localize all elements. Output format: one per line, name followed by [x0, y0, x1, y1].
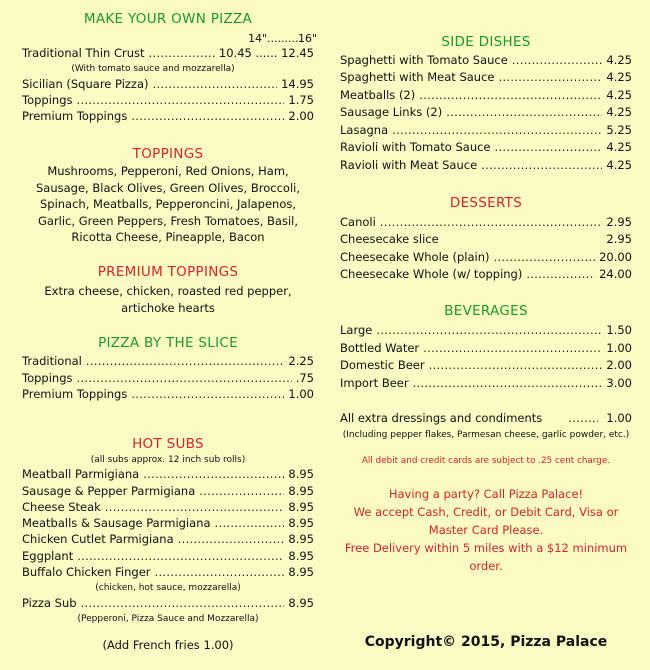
pizza-size-header [22, 32, 318, 46]
item-price: 1.50 [606, 323, 632, 337]
item-price: 8.95 [288, 516, 314, 530]
item-price: 24.00 [599, 267, 632, 281]
thin-crust-note: (With tomato sauce and mozzarella) [71, 64, 235, 74]
party-line: Having a party? Call Pizza Palace! [388, 487, 584, 501]
leader-dots [494, 250, 596, 264]
item-name: Pizza Sub [22, 596, 77, 610]
item-name: Premium Toppings [22, 109, 128, 123]
item-name: Import Beer [340, 376, 409, 390]
item-name: Ravioli with Meat Sauce [340, 158, 478, 172]
party-info [330, 485, 642, 575]
menu-item [22, 109, 314, 126]
item-name: Lasagna [340, 123, 389, 137]
party-line: We accept Cash, Credit, or Debit Card, Visa or [353, 505, 619, 519]
leader-dots [419, 88, 602, 102]
item-price: 14.95 [281, 77, 314, 91]
premium-line: Extra cheese, chicken, roasted red pepper, [44, 284, 292, 298]
item-price: 20.00 [599, 250, 632, 264]
item-price: 2.00 [288, 109, 314, 123]
copyright-notice: Copyright© 2015, Pizza Palace [364, 634, 608, 650]
item-name: All extra dressings and condiments [340, 411, 543, 425]
item-name: Cheese Steak [22, 500, 101, 514]
leader-dots [131, 109, 284, 123]
item-price: 1.75 [288, 93, 314, 107]
item-price: .75 [295, 371, 314, 385]
beverages-heading: BEVERAGES [444, 303, 528, 319]
menu-item [22, 93, 314, 110]
leader-dots [568, 411, 598, 425]
leader-dots [81, 596, 285, 610]
side-dishes-heading: SIDE DISHES [441, 34, 531, 50]
party-line: Free Delivery within 5 miles with a $12 minimum [344, 541, 628, 555]
item-name: Canoli [340, 215, 376, 229]
menu-item [340, 105, 632, 122]
menu-item [340, 140, 632, 157]
menu-item [340, 158, 632, 175]
leader-dots [153, 77, 278, 91]
toppings-line: Mushrooms, Pepperoni, Red Onions, Ham, [47, 164, 289, 178]
item-price: 2.00 [606, 358, 632, 372]
item-name: Premium Toppings [22, 387, 128, 401]
item-price: 4.25 [606, 88, 632, 102]
item-name: Domestic Beer [340, 358, 425, 372]
item-price: 4.25 [606, 70, 632, 84]
item-name: Bottled Water [340, 341, 420, 355]
item-name: Spaghetti with Tomato Sauce [340, 53, 508, 67]
item-name: Cheesecake Whole (plain) [340, 250, 490, 264]
menu-item [340, 341, 632, 358]
menu-item [340, 376, 632, 393]
item-name: Ravioli with Tomato Sauce [340, 140, 491, 154]
toppings-line: Sausage, Black Olives, Green Olives, Broccoli, [36, 180, 300, 195]
leader-dots [178, 532, 285, 546]
item-price: 3.00 [606, 376, 632, 390]
item-name: Chicken Cutlet Parmigiana [22, 532, 174, 546]
item-price: 4.25 [606, 158, 632, 172]
make-your-own-pizza-heading: MAKE YOUR OWN PIZZA [83, 11, 253, 27]
item-name: Sicilian (Square Pizza) [22, 77, 149, 91]
leader-dots [155, 565, 285, 579]
leader-dots [149, 46, 215, 60]
leader-dots [131, 387, 284, 401]
leader-dots [423, 341, 602, 355]
menu-item [340, 358, 632, 375]
item-name: Traditional Thin Crust [22, 46, 145, 60]
french-fries-note: (Add French fries 1.00) [102, 638, 234, 652]
menu-item [22, 387, 314, 404]
item-name: Cheesecake Whole (w/ topping) [340, 267, 523, 281]
menu-item [22, 484, 314, 501]
leader-dots [498, 70, 602, 84]
menu-item [22, 371, 314, 388]
leader-dots [392, 123, 602, 137]
menu-item-thin-crust [22, 46, 314, 63]
leader-dots [512, 53, 603, 67]
toppings-line: Ricotta Cheese, Pineapple, Bacon [71, 230, 265, 244]
item-name: Meatballs (2) [340, 88, 416, 102]
leader-dots [199, 484, 284, 498]
item-name: Cheesecake slice [340, 232, 439, 246]
menu-item [340, 323, 632, 340]
premium-toppings-heading: PREMIUM TOPPINGS [97, 264, 239, 280]
item-name: Spaghetti with Meat Sauce [340, 70, 495, 84]
toppings-heading: TOPPINGS [132, 146, 204, 162]
menu-item [340, 123, 632, 140]
item-price: 4.25 [606, 140, 632, 154]
menu-item [340, 215, 632, 232]
leader-dots [77, 549, 284, 563]
item-price: 8.95 [288, 549, 314, 563]
toppings-line: Spinach, Meatballs, Pepperoncini, Jalapenos, [39, 197, 297, 211]
party-line: order. [469, 559, 503, 573]
leader-dots [105, 500, 285, 514]
pizza-sub-note: (Pepperoni, Pizza Sauce and Mozzarella) [77, 614, 259, 624]
toppings-list [22, 163, 314, 246]
item-price: 2.95 [606, 215, 632, 229]
menu-item [340, 267, 632, 284]
menu-item [340, 70, 632, 87]
leader-dots [446, 105, 602, 119]
leader-dots [429, 358, 603, 372]
premium-toppings-list [22, 283, 314, 316]
card-notice: All debit and credit cards are subject to .25 cent charge. [361, 456, 611, 466]
premium-line: artichoke hearts [121, 300, 215, 315]
menu-item [340, 250, 632, 267]
menu-item [22, 77, 314, 94]
item-price: 8.95 [288, 484, 314, 498]
leader-dots [495, 140, 603, 154]
item-name: Sausage & Pepper Parmigiana [22, 484, 196, 498]
extras-note: (Including pepper flakes, Parmesan cheese, garlic powder, etc.) [342, 430, 630, 440]
leader-dots [76, 93, 284, 107]
item-price: 8.95 [288, 565, 314, 579]
leader-dots [526, 267, 595, 281]
item-price: 10.45 ...... 12.45 [218, 46, 314, 60]
item-price: 4.25 [606, 105, 632, 119]
buffalo-note: (chicken, hot sauce, mozzarella) [95, 583, 241, 593]
size-large-label: 16" [298, 32, 318, 45]
item-name: Meatballs & Sausage Parmigiana [22, 516, 211, 530]
menu-item [340, 88, 632, 105]
item-price: 5.25 [606, 123, 632, 137]
item-name: Large [340, 323, 373, 337]
leader-dots [481, 158, 602, 172]
item-price: 1.00 [606, 341, 632, 355]
leader-dots [76, 371, 291, 385]
leader-dots [380, 215, 603, 229]
menu-item [22, 467, 314, 484]
menu-item [22, 596, 314, 613]
hot-subs-note: (all subs approx. 12 inch sub rolls) [90, 455, 246, 465]
menu-item [22, 549, 314, 566]
item-name: Sausage Links (2) [340, 105, 443, 119]
item-price: 1.00 [606, 411, 632, 425]
item-name: Traditional [22, 354, 82, 368]
hot-subs-heading: HOT SUBS [132, 436, 204, 452]
menu-item-extras [340, 411, 632, 428]
item-name: Buffalo Chicken Finger [22, 565, 151, 579]
item-price: 2.25 [288, 354, 314, 368]
item-name: Toppings [22, 93, 73, 107]
desserts-heading: DESSERTS [449, 195, 523, 211]
menu-item [340, 53, 632, 70]
menu-item [22, 565, 314, 582]
leader-dots [143, 467, 284, 481]
item-price: 1.00 [288, 387, 314, 401]
size-small-label: 14".......... [248, 32, 303, 45]
item-price: 8.95 [288, 467, 314, 481]
item-price: 8.95 [288, 532, 314, 546]
item-name: Meatball Parmigiana [22, 467, 140, 481]
leader-dots [413, 376, 603, 390]
item-name: Eggplant [22, 549, 74, 563]
item-price: 4.25 [606, 53, 632, 67]
leader-dots [376, 323, 602, 337]
pizza-by-slice-heading: PIZZA BY THE SLICE [98, 335, 238, 351]
party-line: Master Card Please. [428, 523, 544, 537]
item-price: 8.95 [288, 596, 314, 610]
toppings-line: Garlic, Green Peppers, Fresh Tomatoes, Basil, [37, 213, 298, 228]
item-price: 2.95 [606, 232, 632, 246]
leader-dots [215, 516, 285, 530]
menu-item [22, 516, 314, 533]
menu-item [22, 500, 314, 517]
leader-dots [86, 354, 285, 368]
menu-item [22, 532, 314, 549]
menu-item [22, 354, 314, 371]
menu-item [340, 232, 632, 249]
item-name: Toppings [22, 371, 73, 385]
item-price: 8.95 [288, 500, 314, 514]
